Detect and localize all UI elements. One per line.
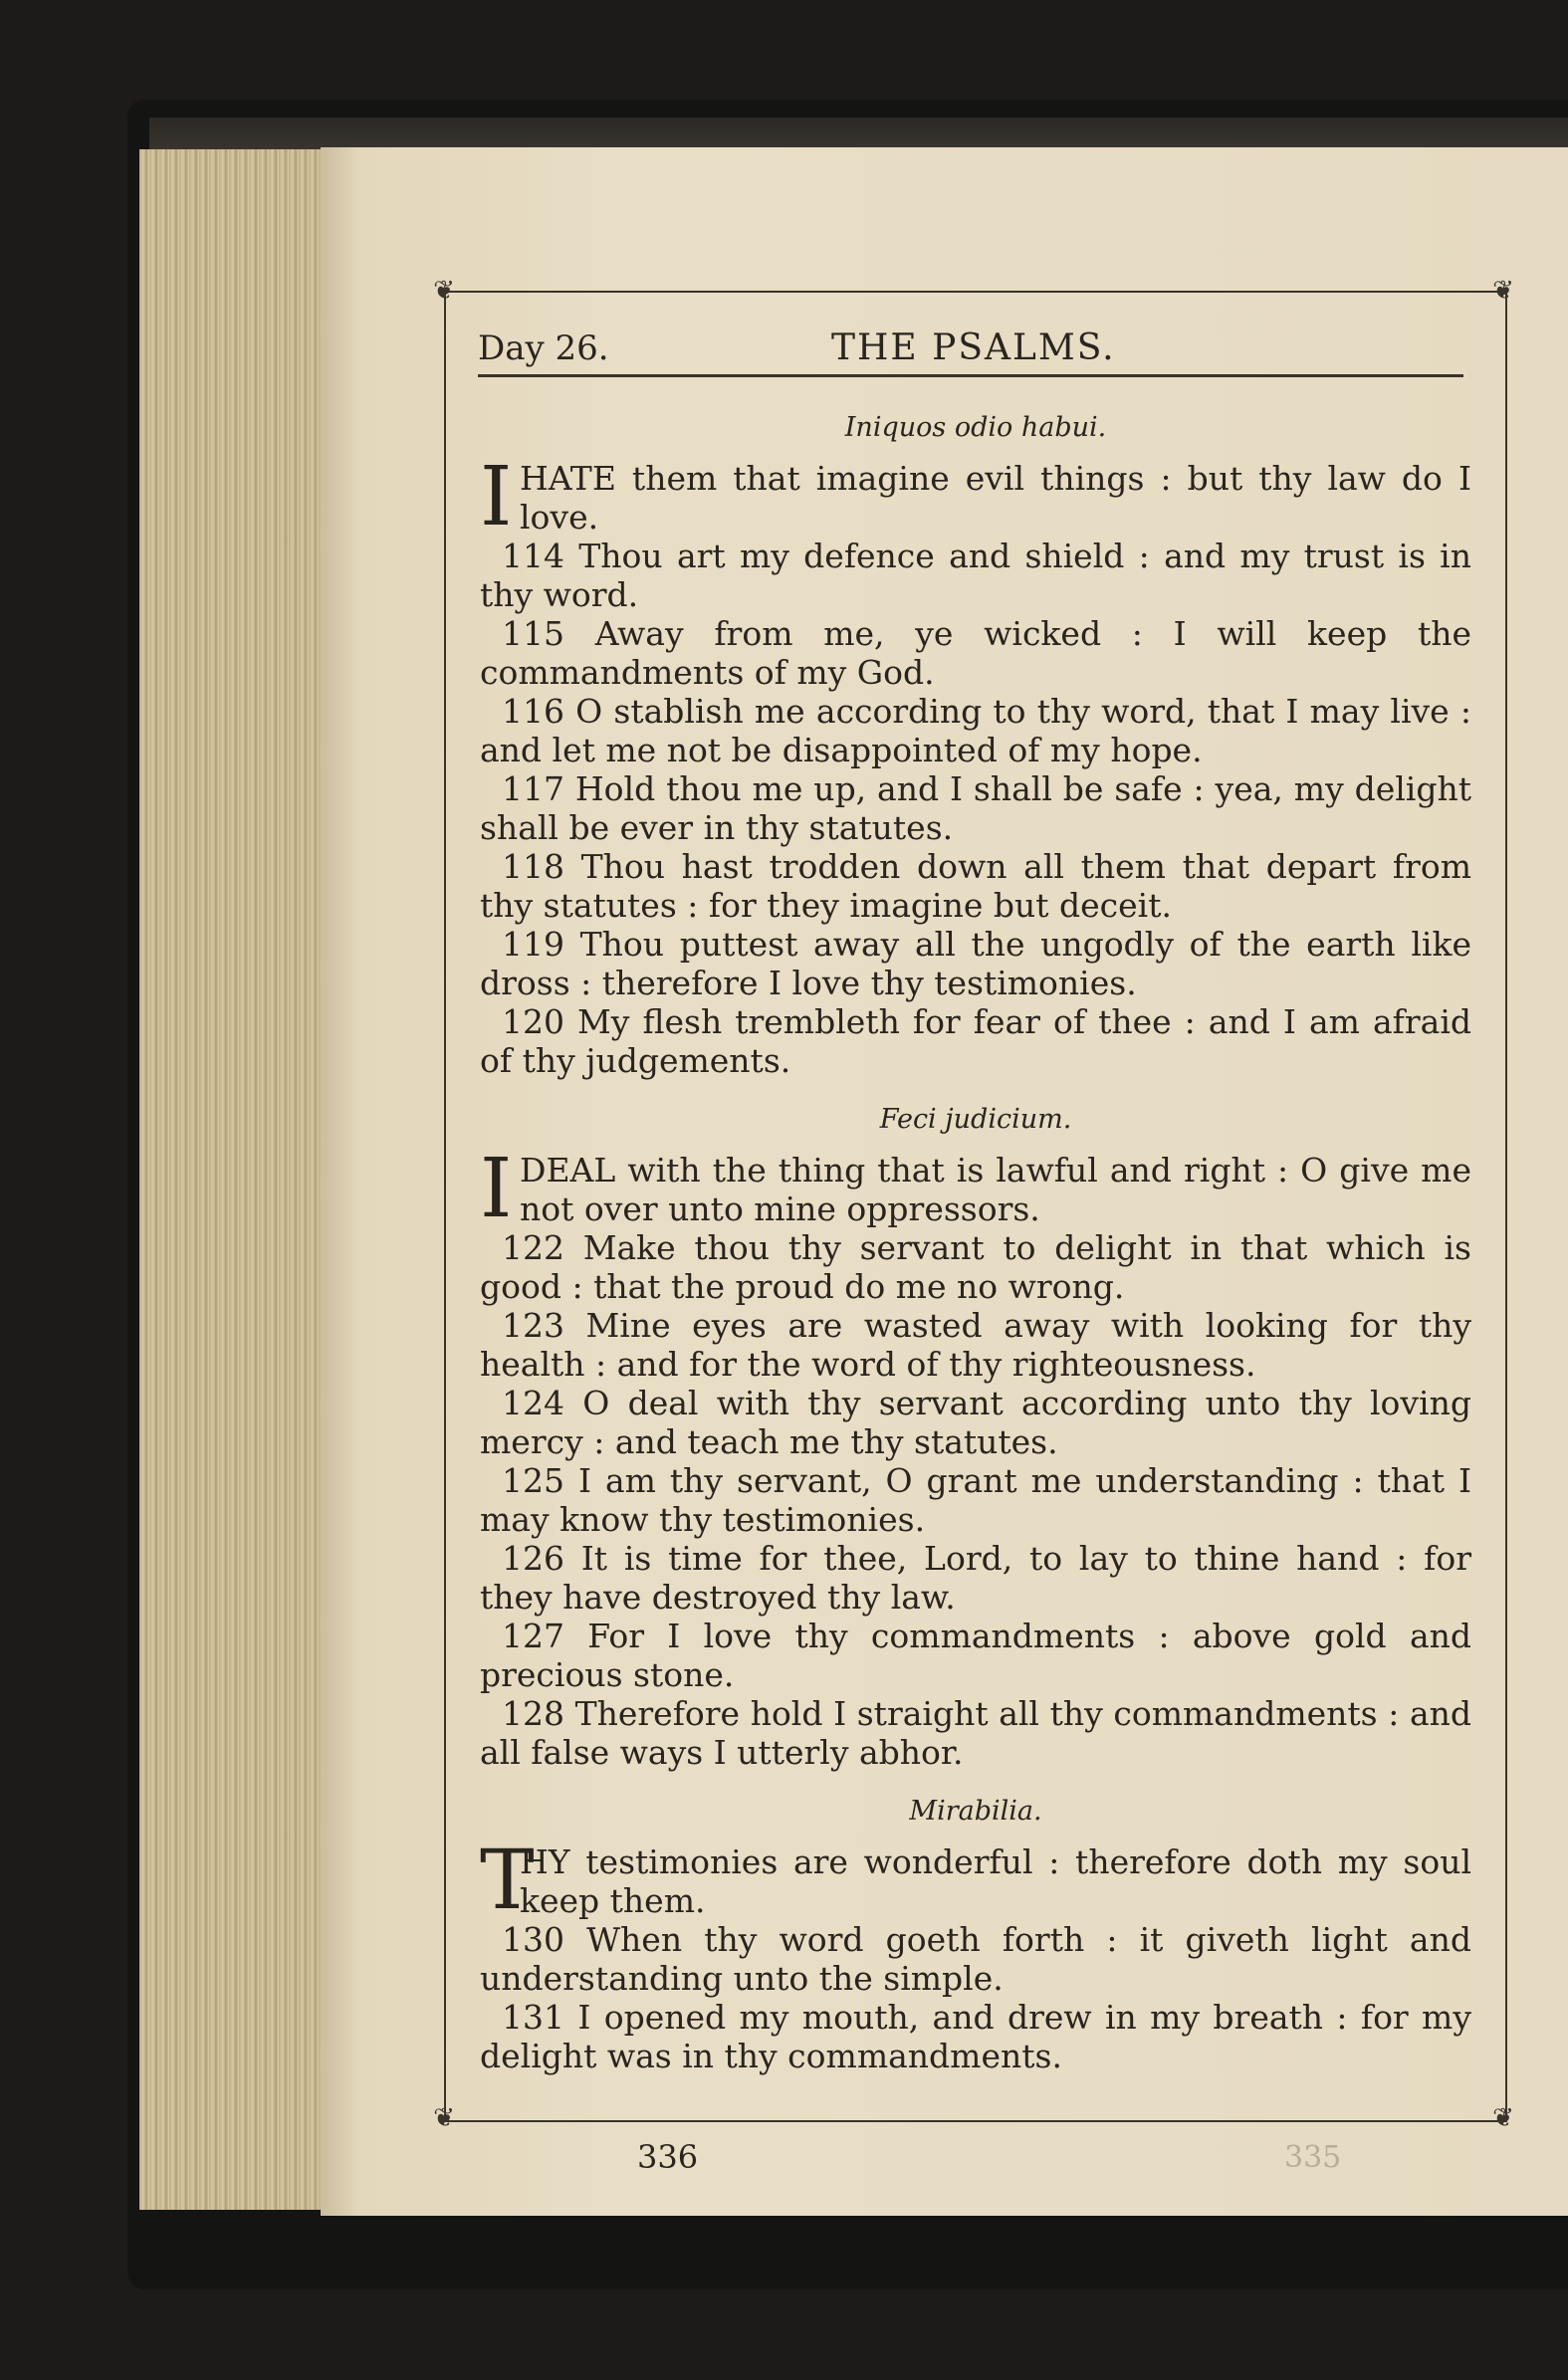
opening-verse <box>480 1834 1471 1928</box>
verse: 126 It is time for thee, Lord, to lay to thine hand : for they have destroyed thy law. <box>480 1539 1471 1617</box>
page-edges <box>139 149 329 2210</box>
verse: 127 For I love thy commandments : above gold and precious stone. <box>480 1617 1471 1694</box>
day-label: Day 26. <box>478 328 609 368</box>
psalm-text <box>480 408 1471 2075</box>
page-number: 336 <box>637 2138 699 2176</box>
opening-verse-text: DEAL with the thing that is lawful and right : O give me not over unto mine oppressors. <box>520 1151 1471 1228</box>
verse: 118 Thou hast trodden down all them that depart from thy statutes : for they imagine but deceit. <box>480 847 1471 925</box>
page-title: THE PSALMS. <box>831 327 1116 368</box>
verse: 125 I am thy servant, O grant me understanding : that I may know thy testimonies. <box>480 1461 1471 1539</box>
verse: 116 O stablish me according to thy word, that I may live : and let me not be disappointed of my hope. <box>480 692 1471 769</box>
section-heading: Feci judicium. <box>879 1104 1072 1135</box>
section-heading: Mirabilia. <box>909 1796 1042 1827</box>
corner-ornament-icon: ❦ <box>1492 2103 1514 2133</box>
verse: 130 When thy word goeth forth : it giveth light and understanding unto the simple. <box>480 1920 1471 1998</box>
drop-cap: I <box>480 450 513 544</box>
verse: 115 Away from me, ye wicked : I will keep the commandments of my God. <box>480 614 1471 692</box>
verse: 119 Thou puttest away all the ungodly of the earth like dross : therefore I love thy testimonies. <box>480 925 1471 1002</box>
corner-ornament-icon: ❦ <box>433 276 455 306</box>
opening-verse-text: HY testimonies are wonderful : therefore doth my soul keep them. <box>520 1842 1471 1920</box>
opening-verse <box>480 450 1471 544</box>
opening-verse <box>480 1142 1471 1236</box>
corner-ornament-icon: ❦ <box>1492 276 1514 306</box>
running-header <box>478 321 1463 377</box>
verse: 131 I opened my mouth, and drew in my breath : for my delight was in thy commandments. <box>480 1998 1471 2075</box>
verse: 117 Hold thou me up, and I shall be safe : yea, my delight shall be ever in thy statutes. <box>480 769 1471 847</box>
drop-cap: I <box>480 1142 513 1236</box>
verse: 124 O deal with thy servant according unto thy loving mercy : and teach me thy statutes. <box>480 1384 1471 1461</box>
verse: 122 Make thou thy servant to delight in that which is good : that the proud do me no wrong. <box>480 1228 1471 1306</box>
verse: 123 Mine eyes are wasted away with looking for thy health : and for the word of thy righteousness. <box>480 1306 1471 1384</box>
corner-ornament-icon: ❦ <box>433 2103 455 2133</box>
verse: 128 Therefore hold I straight all thy commandments : and all false ways I utterly abhor. <box>480 1694 1471 1772</box>
opening-verse-text: HATE them that imagine evil things : but thy law do I love. <box>520 459 1471 537</box>
section-heading: Iniquos odio habui. <box>844 412 1107 443</box>
drop-cap: T <box>480 1834 535 1928</box>
show-through-page-number: 335 <box>1284 2140 1342 2175</box>
verse: 120 My flesh trembleth for fear of thee : and I am afraid of thy judgements. <box>480 1002 1471 1080</box>
verse: 114 Thou art my defence and shield : and my trust is in thy word. <box>480 537 1471 614</box>
